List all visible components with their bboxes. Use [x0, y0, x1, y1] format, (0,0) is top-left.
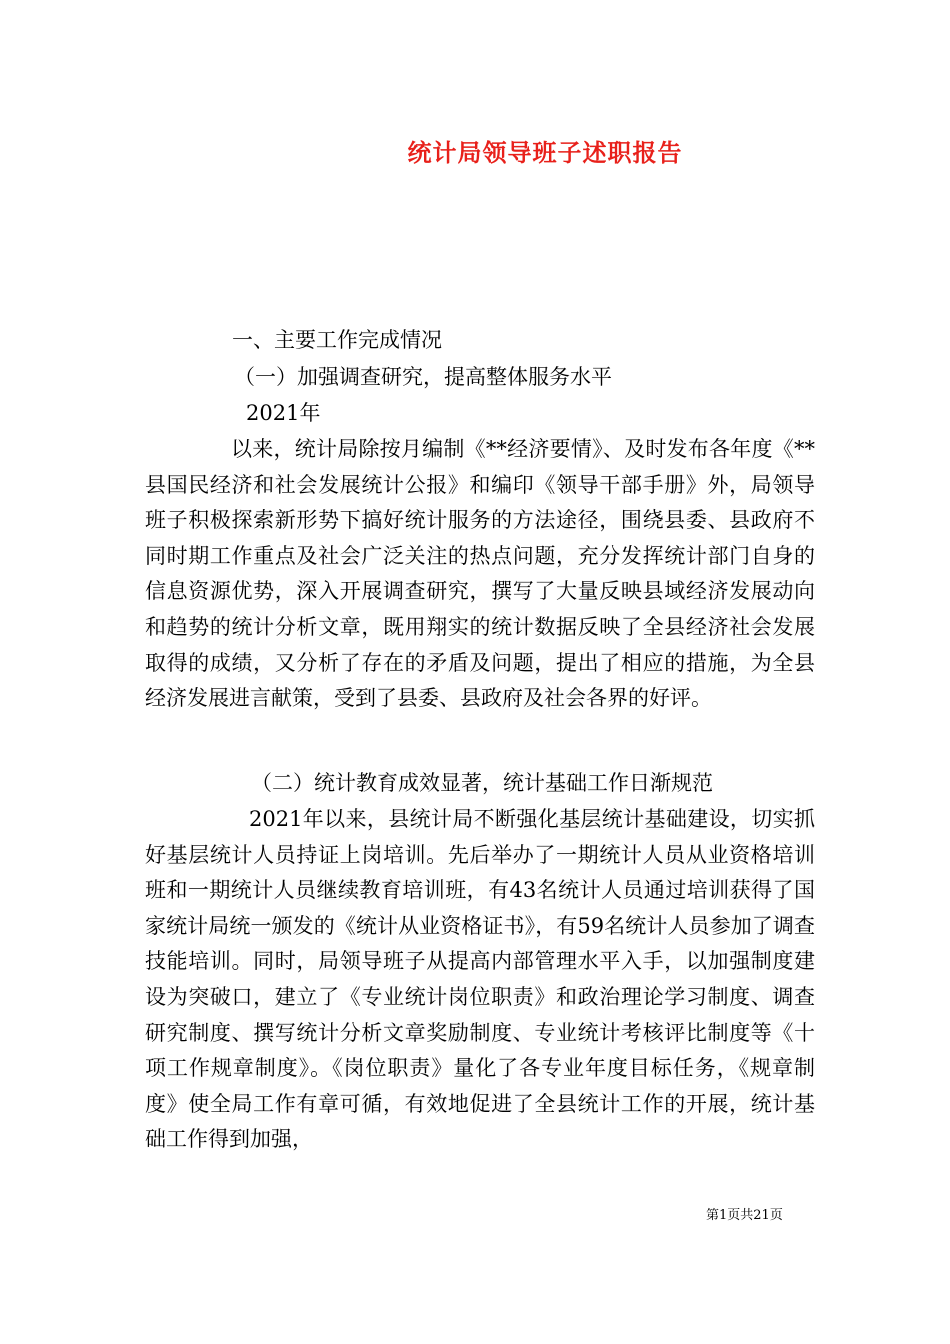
body-paragraph: 2021年以来，县统计局不断强化基层统计基础建设，切实抓好基层统计人员持证上岗培训。先后举办了一期统计人员从业资格培训班和一期统计人员继续教育培训班，有43名统计人员通过培训获得了国家统计局统一颁发的《统计从业资格证书》，有59名统计人员参加了调查技能培训。同时，局领导班子从提高内部管理水平入手，以加强制度建设为突破口，建立了《专业统计岗位职责》和政治理论学习制度、调查研究制度、撰写统计分析文章奖励制度、专业统计考核评比制度等《十项工作规章制度》。《岗位职责》量化了各专业年度目标任务，《规章制度》使全局工作有章可循，有效地促进了全县统计工作的开展，统计基础工作得到加强，	[145, 807, 815, 1152]
body-paragraph: 以来，统计局除按月编制《**经济要情》、及时发布各年度《**县国民经济和社会发展统计公报》和编印《领导干部手册》外，局领导班子积极探索新形势下搞好统计服务的方法途径，围绕县委、县政府不同时期工作重点及社会广泛关注的热点问题，充分发挥统计部门自身的信息资源优势，深入开展调查研究，撰写了大量反映县域经济发展动向和趋势的统计分析文章，既用翔实的统计数据反映了全县经济社会发展取得的成绩，又分析了存在的矛盾及问题，提出了相应的措施，为全县经济发展进言献策，受到了县委、县政府及社会各界的好评。	[145, 437, 815, 711]
subsection-heading: （一）加强调查研究，提高整体服务水平	[234, 365, 612, 389]
page-number: 第1页共21页	[706, 1208, 783, 1223]
document-title: 统计局领导班子述职报告	[407, 138, 683, 167]
section-heading: 一、主要工作完成情况	[232, 328, 442, 352]
year-line: 2021年	[246, 401, 321, 425]
subsection-heading: （二）统计教育成效显著，统计基础工作日渐规范	[251, 771, 713, 795]
